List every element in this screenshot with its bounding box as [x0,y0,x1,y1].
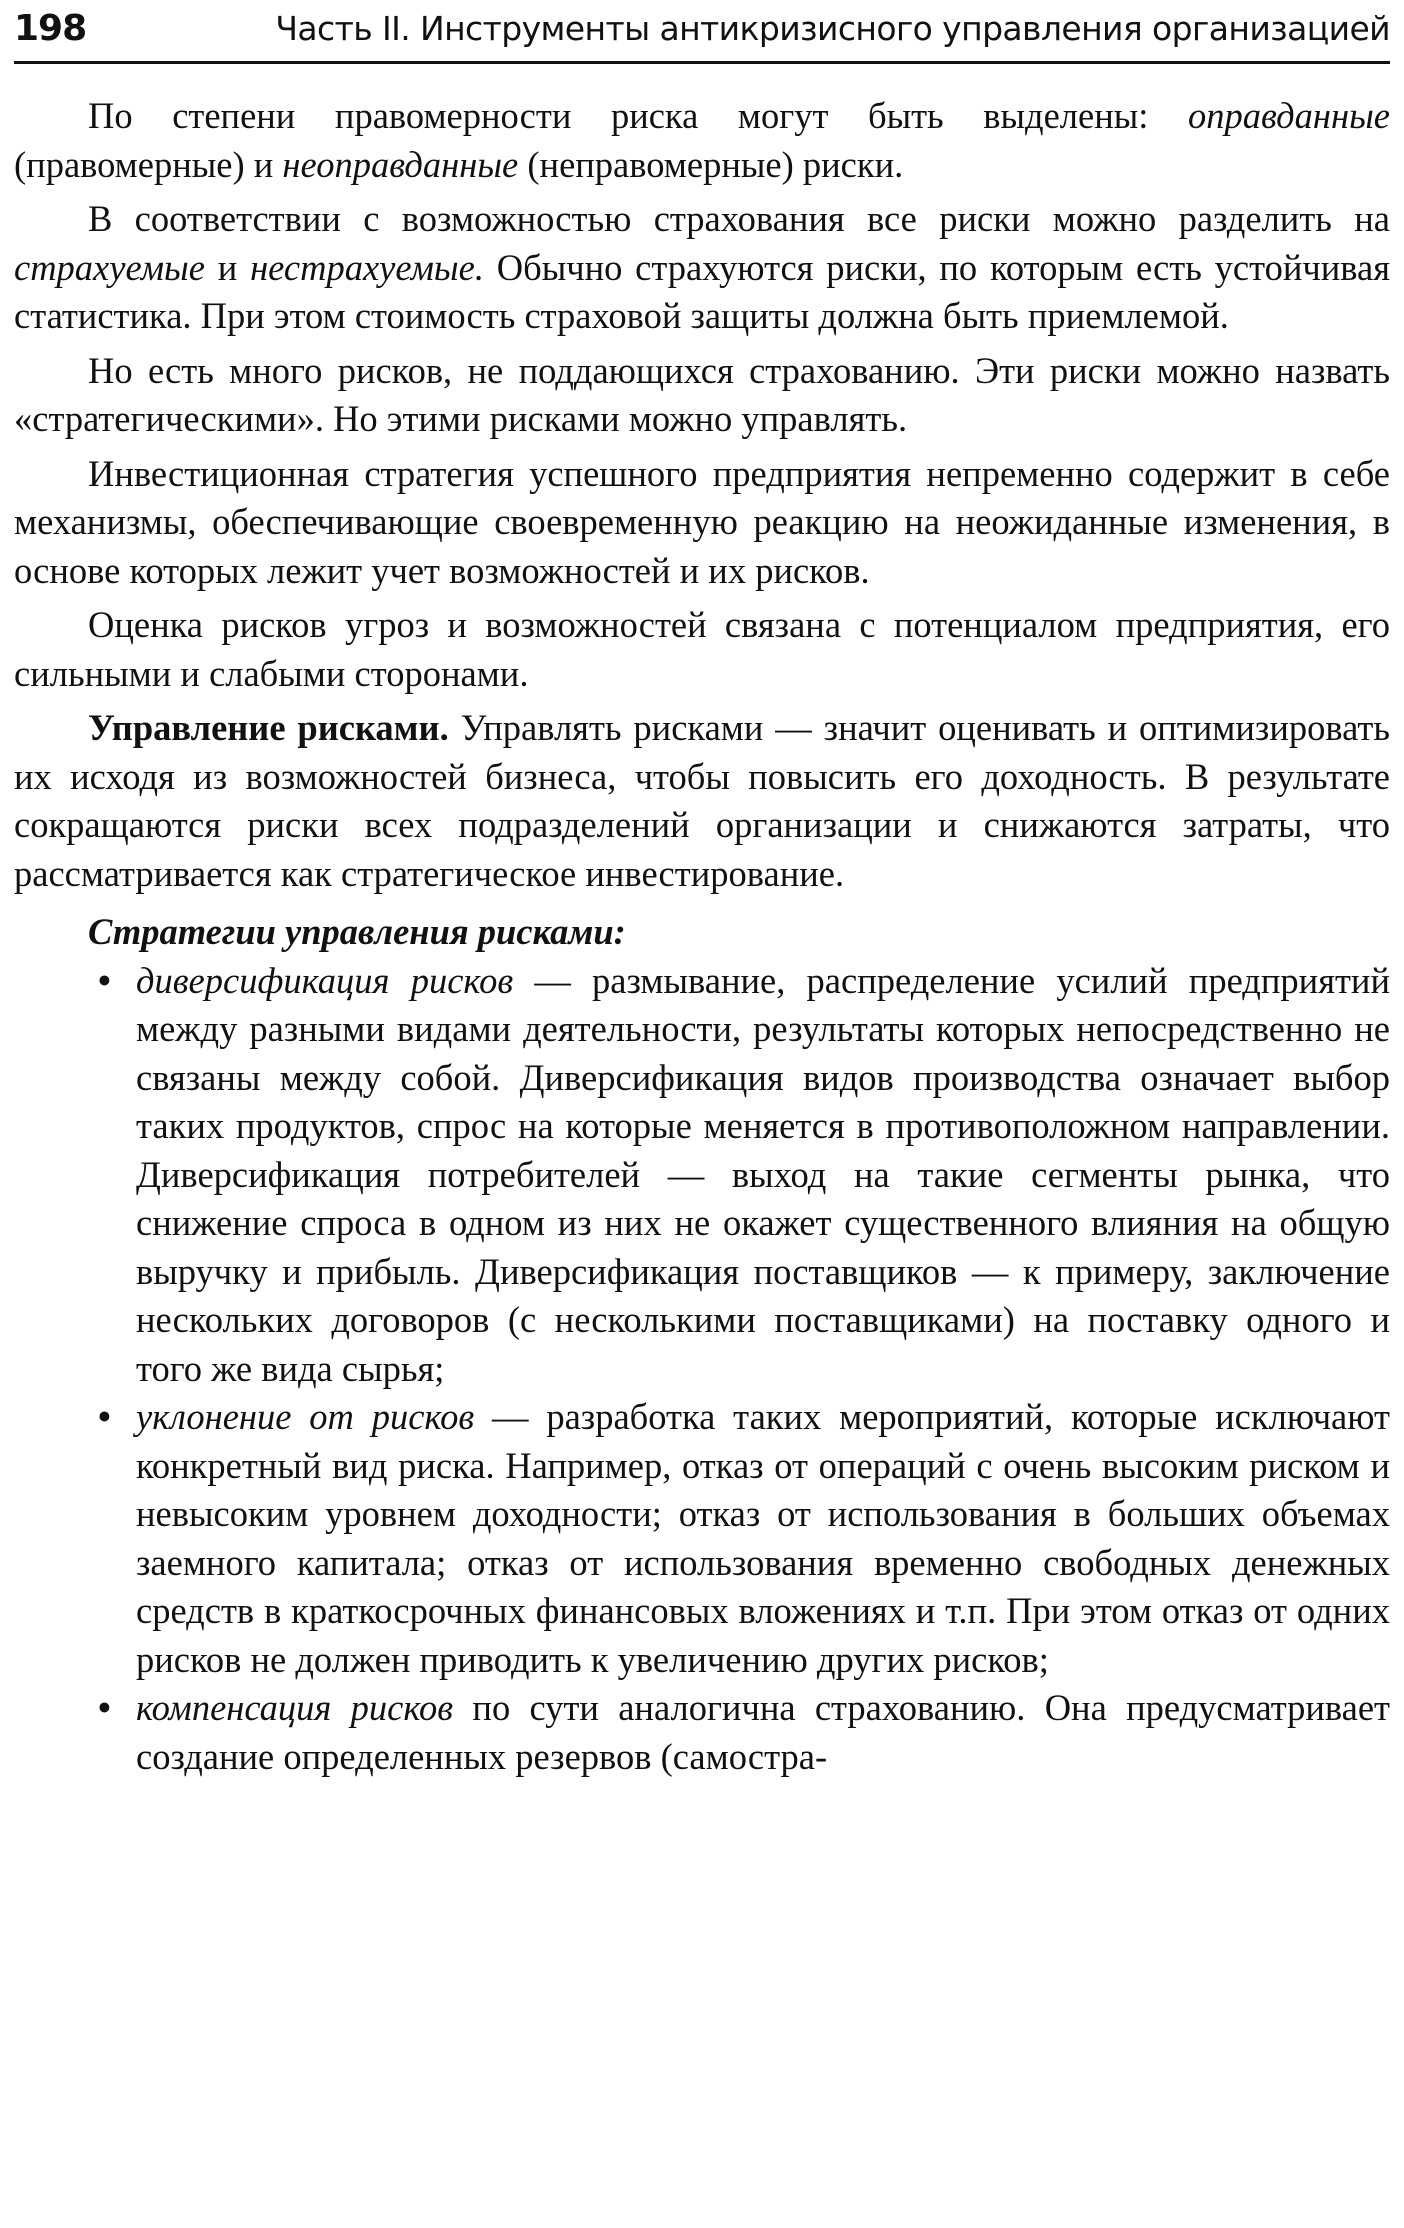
paragraph-group [14,92,1390,698]
paragraph [14,601,1390,698]
strategy-description: — размывание, распределение усилий предприятий между разными видами деятельности, результаты которых непосредственно не связаны между собой. Диверсификация видов производства означает выбор таких продуктов, спрос на которые меняется в противоположном направлении. Диверсификация потребителей — выход на такие сегменты рынка, что снижение спроса в одном из них не окажет существенного влияния на общую выручку и прибыль. Диверсификация поставщиков — к примеру, заключение нескольких договоров (с несколькими поставщиками) на поставку одного и того же вида сырья; [136,959,1390,1389]
text-run: Инвестиционная стратегия успешного предприятия непременно содержит в себе механизмы, обеспечивающие своевременную реакцию на неожиданные изменения, в основе которых лежит учет возможностей и их рисков. [14,452,1390,591]
strategy-term: диверсификация рисков [136,959,514,1001]
running-header [14,6,1390,64]
text-run: Оценка рисков угроз и возможностей связана с потенциалом предприятия, его сильными и слабыми сторонами. [14,604,1390,694]
italic-term: оправданные [1188,95,1390,136]
strategy-term: компенсация рисков [136,1687,454,1728]
part-title: Часть II. Инструменты антикризисного управления организацией [275,9,1390,48]
list-heading: Стратегии управления рисками: [88,911,626,952]
list-item [98,1684,1390,1781]
text-run: Но есть много рисков, не поддающихся страхованию. Эти риски можно назвать «стратегическими». Но этими рисками можно управлять. [14,349,1390,439]
paragraph [14,450,1390,596]
italic-term: страхуемые [14,246,205,288]
strategy-description: — разработка таких мероприятий, которые исключают конкретный вид риска. Например, отказ от операций с очень высоким риском и невысоким уровнем доходности; отказ от использования в больших объемах заемного капитала; отказ от использования временно свободных денежных средств в краткосрочных финансовых вложениях и т.п. При этом отказ от одних рисков не должен приводить к увеличению других рисков; [136,1396,1390,1680]
section-text: Управлять рисками — значит оценивать и оптимизировать их исходя из возможностей бизнеса, чтобы повысить его доходность. В результате сокращаются риски всех подразделений организации и снижаются затраты, что рассматривается как стратегическое инвестирование. [14,707,1390,894]
italic-term: неоправданные [282,143,519,185]
paragraph [14,92,1390,189]
text-run: (неправомерные) риски. [518,143,904,185]
strategy-term: уклонение от рисков [136,1396,475,1437]
text-run: В соответствии с возможностью страхования все риски можно разделить на [88,198,1390,239]
book-page [14,6,1390,1781]
bullet-icon: • [98,1396,111,1437]
section-title: Управление рисками. [88,707,449,748]
strategy-list [14,957,1390,1782]
page-number: 198 [14,8,87,49]
italic-term: нестрахуемые. [250,246,484,288]
list-item [98,957,1390,1394]
paragraph-risk-management [14,704,1390,898]
text-run: и [204,246,251,288]
text-run: Обычно страхуются риски, по которым есть устойчивая статистика. При этом стоимость страховой защиты должна быть приемлемой. [14,246,1390,336]
paragraph [14,347,1390,444]
text-run: По степени правомерности риска могут быть выделены: [88,95,1188,136]
paragraph [14,195,1390,341]
text-run: (правомерные) и [14,143,283,185]
strategy-description: по сути аналогична страхованию. Она предусматривает создание определенных резервов (самостра- [136,1687,1390,1777]
bullet-icon: • [98,1687,111,1728]
bullet-icon: • [98,959,111,1001]
page-body [14,92,1390,1781]
list-item [98,1393,1390,1684]
